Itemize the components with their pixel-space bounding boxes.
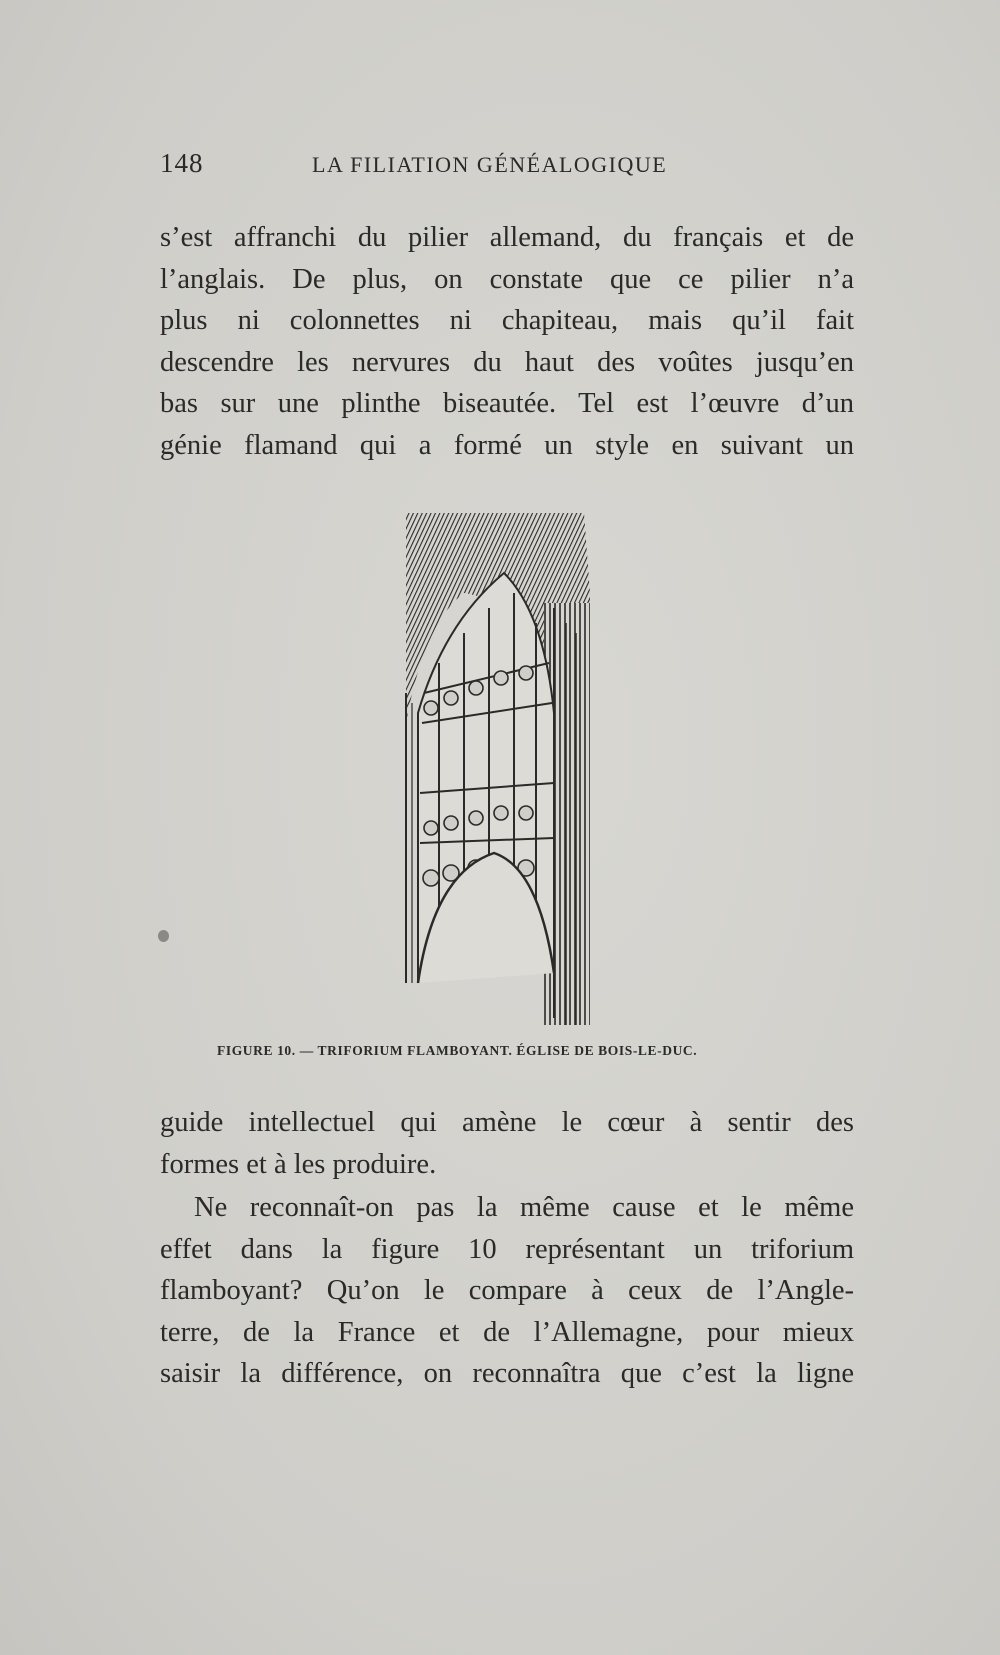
text-line: effet dans la figure 10 représentant un triforium (160, 1233, 854, 1265)
page-number: 148 (160, 148, 204, 178)
body-paragraph-2 (160, 1102, 854, 1185)
text-line: guide intellectuel qui amène le cœur à sentir des (160, 1107, 854, 1138)
text-line: plus ni colonnettes ni chapiteau, mais qu’il fait (160, 305, 854, 336)
text-line: terre, de la France et de l’Allemagne, pour mieux (160, 1316, 854, 1348)
text-line: s’est affranchi du pilier allemand, du français et de (160, 222, 854, 253)
running-title: LA FILIATION GÉNÉALOGIQUE (312, 152, 668, 177)
text-line: flamboyant? Qu’on le compare à ceux de l’Angle- (160, 1275, 854, 1306)
text-line: l’anglais. De plus, on constate que ce pilier n’a (160, 263, 854, 295)
text-line: descendre les nervures du haut des voûtes jusqu’en (160, 346, 854, 378)
body-paragraph-3 (160, 1187, 854, 1395)
triforium-illustration (404, 513, 600, 1025)
page-header (160, 148, 860, 184)
text-line: saisir la différence, on reconnaîtra que c’est la ligne (160, 1358, 854, 1389)
figure-caption: FIGURE 10. — TRIFORIUM FLAMBOYANT. ÉGLISE DE BOIS-LE-DUC. (217, 1043, 698, 1058)
body-paragraph-1 (160, 217, 854, 466)
text-line: génie flamand qui a formé un style en suivant un (160, 429, 854, 461)
paper-blemish (158, 930, 169, 942)
text-line: formes et à les produire. (160, 1148, 437, 1180)
text-line: bas sur une plinthe biseautée. Tel est l’œuvre d’un (160, 388, 854, 419)
text-line: Ne reconnaît-on pas la même cause et le même (194, 1192, 854, 1223)
